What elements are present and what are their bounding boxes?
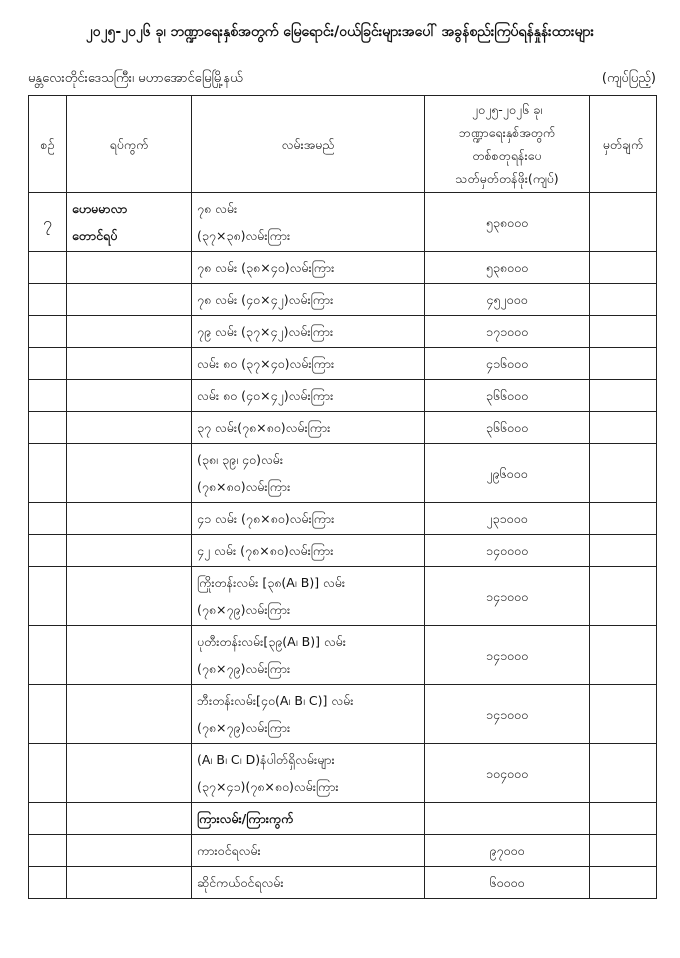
- cell-street: [192, 348, 425, 380]
- ward-line: တောင်ရပ်: [72, 228, 118, 243]
- cell-remark: [590, 348, 657, 380]
- cell-ward: [67, 380, 192, 412]
- cell-no: [29, 316, 67, 348]
- cell-no: [29, 685, 67, 744]
- cell-remark: [590, 380, 657, 412]
- cell-remark: [590, 685, 657, 744]
- cell-no: [29, 567, 67, 626]
- cell-no: [29, 380, 67, 412]
- table-row: [29, 626, 657, 685]
- cell-street: [192, 380, 425, 412]
- street-line: ၄၁ လမ်း (၇၈×၈၀)လမ်းကြား: [197, 511, 335, 526]
- cell-ward: [67, 835, 192, 867]
- header-remark: မှတ်ချက်: [590, 96, 657, 193]
- street-line: (A၊ B၊ C၊ D)နံပါတ်ရှိလမ်းများ: [197, 752, 335, 767]
- cell-remark: [590, 503, 657, 535]
- cell-price: ၁၄၁၀၀၀: [425, 626, 590, 685]
- header-no: စဉ်: [29, 96, 67, 193]
- table-row: [29, 803, 657, 835]
- header-price-line: ဘဏ္ဍာရေးနှစ်အတွက်: [458, 125, 556, 140]
- cell-no: [29, 348, 67, 380]
- cell-street: [192, 626, 425, 685]
- table-row: [29, 503, 657, 535]
- unit-label: (ကျပ်ပြည့်): [601, 71, 656, 86]
- table-row: [29, 835, 657, 867]
- cell-remark: [590, 867, 657, 899]
- street-line: ၇၈ လမ်း (၃၈×၄၀)လမ်းကြား: [197, 260, 335, 275]
- cell-street: [192, 503, 425, 535]
- header-price-line: တစ်စတုရန်းပေ: [472, 148, 542, 163]
- cell-remark: [590, 835, 657, 867]
- cell-ward: [67, 567, 192, 626]
- cell-ward: [67, 535, 192, 567]
- cell-price: ၁၄၀၀၀၀: [425, 535, 590, 567]
- header-price-line: ၂၀၂၅-၂၀၂၆ ခု၊: [471, 102, 543, 117]
- street-line: (၇၈×၈၀)လမ်းကြား: [197, 479, 291, 494]
- cell-price: ၁၇၁၀၀၀: [425, 316, 590, 348]
- cell-remark: [590, 412, 657, 444]
- table-row: [29, 193, 657, 252]
- ward-line: ဟေမမာလာ: [72, 201, 128, 216]
- header-street: လမ်းအမည်: [192, 96, 425, 193]
- cell-street: [192, 284, 425, 316]
- table-row: [29, 316, 657, 348]
- rates-table: [28, 95, 657, 899]
- cell-street: [192, 567, 425, 626]
- cell-price: ၄၁၆၀၀၀: [425, 348, 590, 380]
- cell-price: ၃၆၆၀၀၀: [425, 380, 590, 412]
- street-line: ဘီးတန်းလမ်း[၄၀(A၊ B၊ C)] လမ်း: [197, 693, 354, 708]
- cell-no: ၇: [29, 193, 67, 252]
- cell-street: [192, 444, 425, 503]
- cell-street: [192, 316, 425, 348]
- cell-no: [29, 252, 67, 284]
- cell-price: ၂၃၁၀၀၀: [425, 503, 590, 535]
- cell-no: [29, 867, 67, 899]
- table-row: [29, 252, 657, 284]
- cell-price: ၆၀၀၀၀: [425, 867, 590, 899]
- street-line: (၃၇×၃၈)လမ်းကြား: [197, 228, 291, 243]
- street-line: (၃၈၊ ၃၉၊ ၄၀)လမ်း: [197, 452, 283, 467]
- cell-price: ၄၅၂၀၀၀: [425, 284, 590, 316]
- cell-no: [29, 626, 67, 685]
- cell-ward: [67, 444, 192, 503]
- street-line: လမ်း ၈၀ (၃၇×၄၀)လမ်းကြား: [197, 356, 335, 371]
- cell-ward: [67, 284, 192, 316]
- table-row: [29, 444, 657, 503]
- street-line: ၇၈ လမ်း (၄၀×၄၂)လမ်းကြား: [197, 292, 334, 307]
- table-body: [29, 193, 657, 899]
- cell-remark: [590, 444, 657, 503]
- street-line: ဆိုင်ကယ်ဝင်ရလမ်း: [197, 875, 284, 890]
- cell-street: [192, 835, 425, 867]
- cell-street: [192, 252, 425, 284]
- cell-ward: [67, 252, 192, 284]
- cell-price: ၂၉၆၀၀၀: [425, 444, 590, 503]
- cell-no: [29, 535, 67, 567]
- cell-ward: [67, 867, 192, 899]
- cell-no: [29, 444, 67, 503]
- cell-no: [29, 835, 67, 867]
- cell-street: [192, 803, 425, 835]
- cell-price: ၅၃၈၀၀၀: [425, 193, 590, 252]
- cell-street: [192, 535, 425, 567]
- cell-ward: [67, 348, 192, 380]
- table-row: [29, 380, 657, 412]
- cell-ward: [67, 626, 192, 685]
- cell-ward: [67, 685, 192, 744]
- cell-remark: [590, 626, 657, 685]
- cell-ward: [67, 316, 192, 348]
- cell-street: [192, 867, 425, 899]
- table-row: [29, 744, 657, 803]
- cell-ward: [67, 744, 192, 803]
- street-line: (၃၇×၄၁)(၇၈×၈၀)လမ်းကြား: [197, 779, 339, 794]
- street-line: (၇၈×၇၉)လမ်းကြား: [197, 661, 291, 676]
- street-line: ကားဝင်ရလမ်း: [197, 843, 261, 858]
- header-price: [425, 96, 590, 193]
- cell-price: ၁၀၄၀၀၀: [425, 744, 590, 803]
- cell-price: ၅၃၈၀၀၀: [425, 252, 590, 284]
- table-row: [29, 412, 657, 444]
- cell-remark: [590, 535, 657, 567]
- header-ward: ရပ်ကွက်: [67, 96, 192, 193]
- street-line: ကြားလမ်း/ကြားကွက်: [197, 811, 294, 826]
- table-row: [29, 284, 657, 316]
- cell-price: ၁၄၁၀၀၀: [425, 567, 590, 626]
- street-line: (၇၈×၇၉)လမ်းကြား: [197, 720, 291, 735]
- cell-street: [192, 412, 425, 444]
- cell-ward: [67, 193, 192, 252]
- cell-remark: [590, 193, 657, 252]
- cell-price: ၃၆၆၀၀၀: [425, 412, 590, 444]
- cell-price: [425, 803, 590, 835]
- cell-street: [192, 193, 425, 252]
- table-row: [29, 867, 657, 899]
- region-label: မန္တလေးတိုင်းဒေသကြီး၊ မဟာအောင်မြေမြို့နယ်: [28, 71, 243, 86]
- cell-street: [192, 744, 425, 803]
- cell-no: [29, 803, 67, 835]
- street-line: ၃၇ လမ်း(၇၈×၈၀)လမ်းကြား: [197, 420, 331, 435]
- table-header-row: [29, 96, 657, 193]
- street-line: ၇၉ လမ်း (၃၇×၄၂)လမ်းကြား: [197, 324, 334, 339]
- cell-remark: [590, 803, 657, 835]
- cell-remark: [590, 284, 657, 316]
- table-row: [29, 685, 657, 744]
- street-line: ပုတီးတန်းလမ်း[၃၉(A၊ B)] လမ်း: [197, 634, 346, 649]
- page-title: ၂၀၂၅-၂၀၂၆ ခု၊ ဘဏ္ဍာရေးနှစ်အတွက် မြေရောင်း/ဝယ်ခြင်းများအပေါ် အခွန်စည်းကြပ်ရန်နှုန်းထားများ: [85, 24, 595, 40]
- cell-remark: [590, 567, 657, 626]
- cell-ward: [67, 412, 192, 444]
- street-line: ၇၈ လမ်း: [197, 201, 238, 216]
- cell-price: ၁၄၁၀၀၀: [425, 685, 590, 744]
- cell-street: [192, 685, 425, 744]
- cell-no: [29, 744, 67, 803]
- table-row: [29, 535, 657, 567]
- street-line: ကြိုးတန်းလမ်း [၃၈(A၊ B)] လမ်း: [197, 575, 346, 590]
- street-line: လမ်း ၈၀ (၄၀×၄၂)လမ်းကြား: [197, 388, 334, 403]
- table-row: [29, 567, 657, 626]
- cell-remark: [590, 744, 657, 803]
- cell-no: [29, 503, 67, 535]
- cell-remark: [590, 252, 657, 284]
- cell-no: [29, 284, 67, 316]
- cell-price: ၉၇၀၀၀: [425, 835, 590, 867]
- cell-ward: [67, 803, 192, 835]
- street-line: ၄၂ လမ်း (၇၈×၈၀)လမ်းကြား: [197, 543, 334, 558]
- cell-no: [29, 412, 67, 444]
- cell-ward: [67, 503, 192, 535]
- header-price-line: သတ်မှတ်တန်ဖိုး(ကျပ်): [455, 171, 559, 186]
- street-line: (၇၈×၇၉)လမ်းကြား: [197, 602, 291, 617]
- table-row: [29, 348, 657, 380]
- cell-remark: [590, 316, 657, 348]
